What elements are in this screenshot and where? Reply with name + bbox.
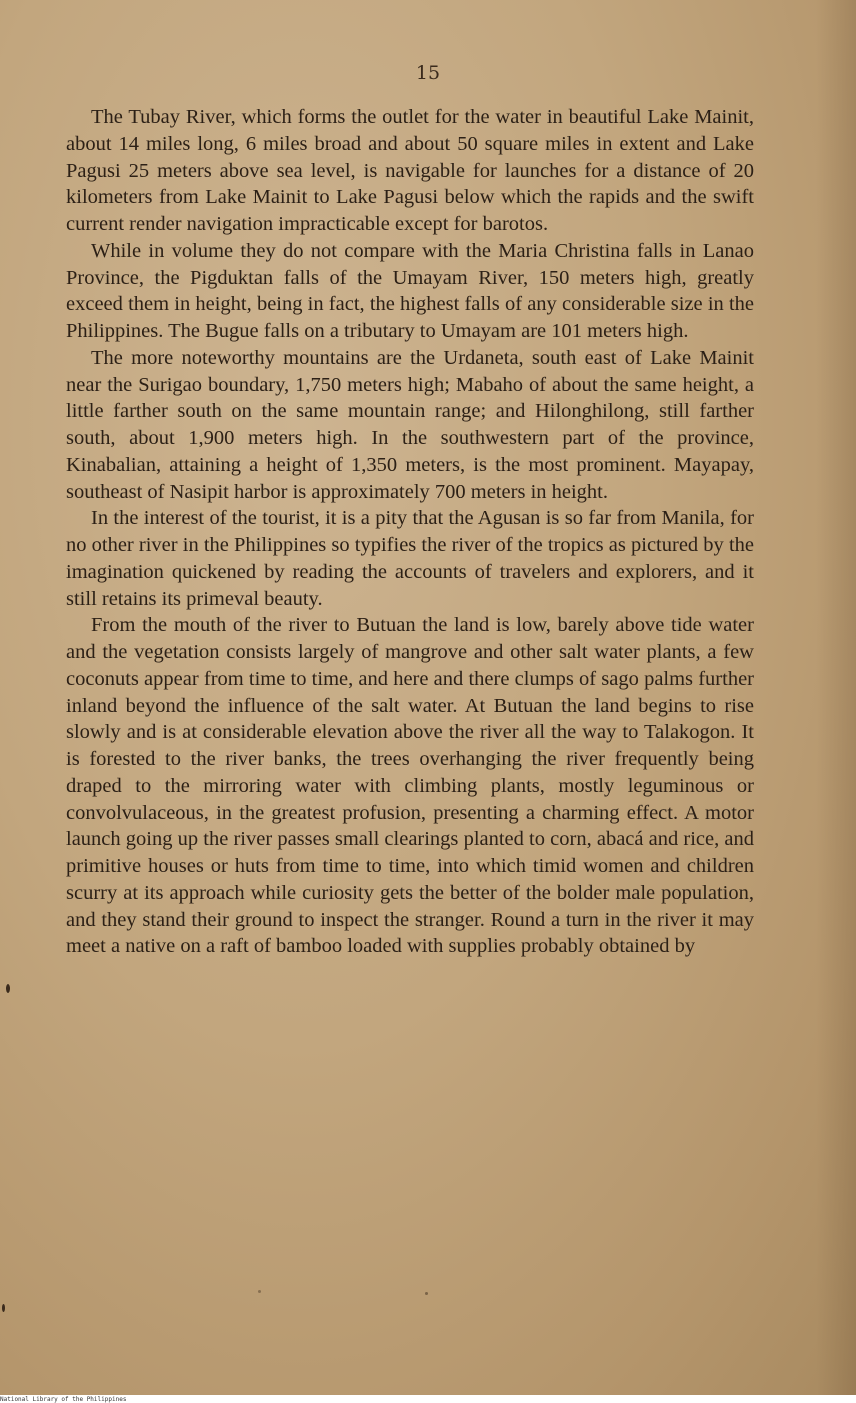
paragraph-agusan-tourist: In the interest of the tourist, it is a pity that the Agusan is so far from Manila, for no other river in the Philippines so typifies the river of the tropics as pictured by the imagination quickened by reading the accounts of travelers and explorers, and it still retains its primeval beauty. xyxy=(66,507,754,610)
scan-speck xyxy=(425,1292,428,1295)
paragraph-falls: While in volume they do not compare with the Maria Christina falls in Lanao Province, the Pigduktan falls of the Umayam River, 150 meters high, greatly exceed them in height, being in fact, the highest falls of any considerable size in the Philippines. The Bugue falls on a tributary to Umayam are 101 meters high. xyxy=(66,239,754,342)
scan-speck xyxy=(6,984,10,993)
library-credit: National Library of the Philippines xyxy=(0,1396,127,1403)
body-text xyxy=(66,104,754,960)
paragraph-mountains: The more noteworthy mountains are the Urdaneta, south east of Lake Mainit near the Surigao boundary, 1,750 meters high; Mabaho of about the same height, a little farther south on the same mountain range; and Hilonghilong, still farther south, about 1,900 meters high. In the southwestern part of the province, Kinabalian, attaining a height of 1,350 meters, is the most prominent. Mayapay, southeast of Nasipit harbor is approximately 700 meters in height. xyxy=(66,346,754,503)
scan-speck xyxy=(258,1290,261,1293)
scan-speck xyxy=(2,1304,5,1312)
page-number: 15 xyxy=(415,62,441,84)
paragraph-tubay-river: The Tubay River, which forms the outlet for the water in beautiful Lake Mainit, about 14 miles long, 6 miles broad and about 50 square miles in extent and Lake Pagusi 25 meters above sea level, is navigable for launches for a distance of 20 kilometers from Lake Mainit to Lake Pagusi below which the rapids and the swift current render navigation impracticable except for barotos. xyxy=(66,106,754,235)
paragraph-river-journey: From the mouth of the river to Butuan the land is low, barely above tide water and the vegetation consists largely of mangrove and other salt water plants, a few coconuts appear from time to time, and here and there clumps of sago palms further inland beyond the influence of the salt water. At Butuan the land begins to rise slowly and is at considerable elevation above the river all the way to Talakogon. It is forested to the river banks, the trees overhanging the river frequently being draped to the mirroring water with climbing plants, mostly leguminous or convolvulaceous, in the greatest profusion, presenting a charming effect. A motor launch going up the river passes small clearings planted to corn, abacá and rice, and primitive houses or huts from time to time, into which timid women and children scurry at its approach while curiosity gets the better of the bolder male population, and they stand their ground to inspect the stranger. Round a turn in the river it may meet a native on a raft of bamboo loaded with supplies probably obtained by xyxy=(66,614,754,958)
